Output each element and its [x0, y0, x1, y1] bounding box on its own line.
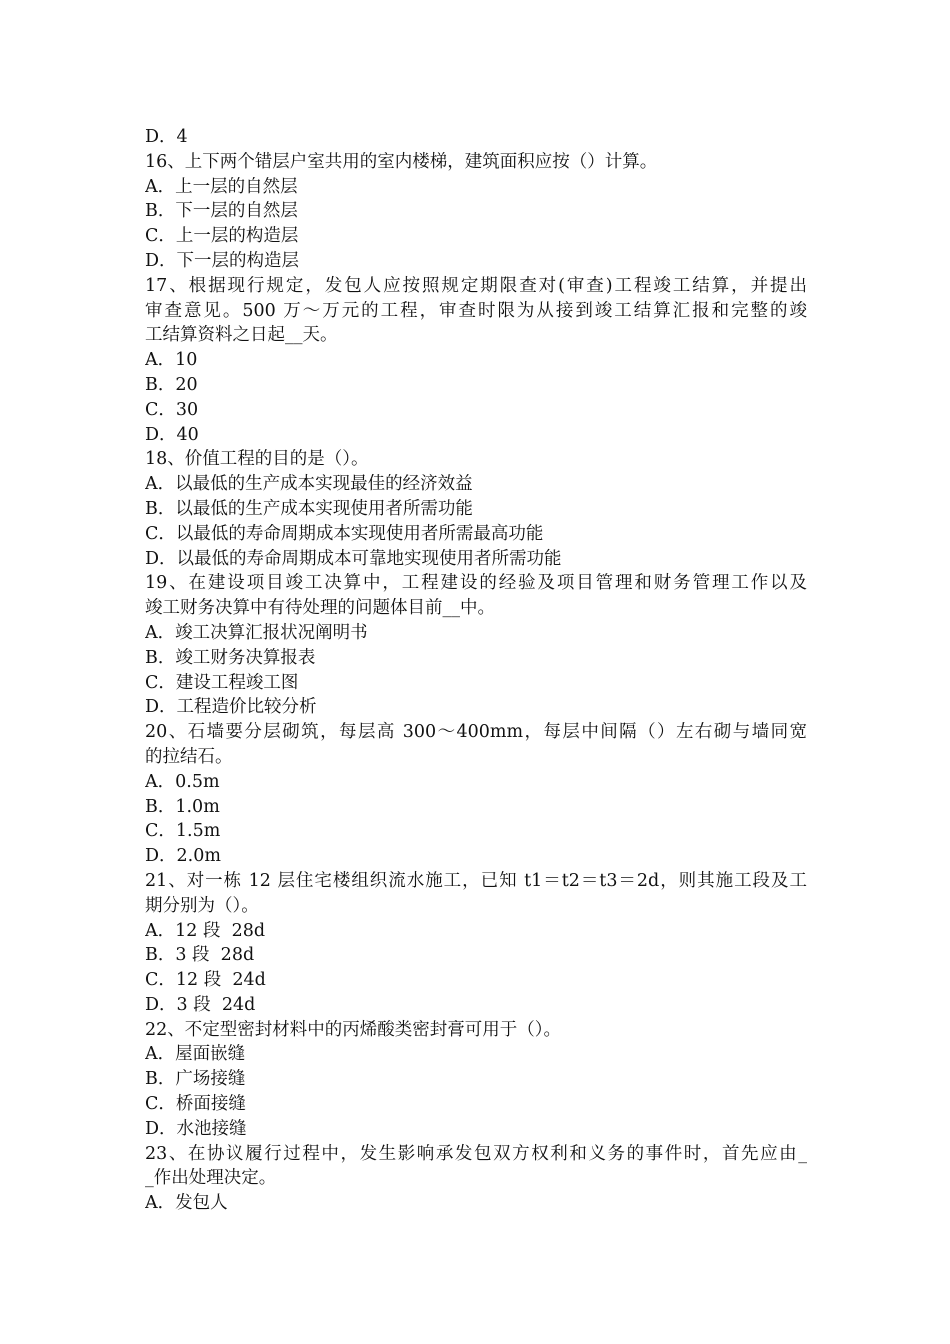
question-18: 18、价值工程的目的是（）。 [145, 449, 369, 470]
option-b-q22: B．广场接缝 [145, 1069, 246, 1090]
document-body [145, 125, 807, 1216]
option-a-q19: A．竣工决算汇报状况阐明书 [145, 622, 368, 643]
question-23-line-1: 23、在协议履行过程中，发生影响承发包双方权利和义务的事件时，首先应由_ [145, 1143, 807, 1164]
option-d-q18: D．以最低的寿命周期成本可靠地实现使用者所需功能 [145, 548, 562, 569]
option-b-q18: B．以最低的生产成本实现使用者所需功能 [145, 498, 473, 519]
question-20-line-1: 20、石墙要分层砌筑，每层高 300～400mm，每层中间隔（）左右砌与墙同宽 [145, 722, 807, 743]
option-b-q21: B．3 段 28d [145, 945, 255, 966]
question-19-line-1: 19、在建设项目竣工决算中，工程建设的经验及项目管理和财务管理工作以及 [145, 573, 807, 594]
option-a-q21: A．12 段 28d [145, 920, 266, 941]
question-16: 16、上下两个错层户室共用的室内楼梯，建筑面积应按（）计算。 [145, 151, 658, 172]
option-a-q17: A．10 [145, 350, 198, 371]
option-c-q18: C．以最低的寿命周期成本实现使用者所需最高功能 [145, 523, 544, 544]
option-a-q16: A．上一层的自然层 [145, 176, 298, 197]
question-21-line-2: 期分别为（）。 [145, 895, 259, 916]
option-c-q20: C．1.5m [145, 821, 221, 842]
question-17-line-2: 审查意见。500 万～万元的工程，审查时限为从接到竣工结算汇报和完整的竣 [145, 300, 807, 321]
option-d-q15: D．4 [145, 127, 188, 147]
option-a-q18: A．以最低的生产成本实现最佳的经济效益 [145, 474, 473, 495]
option-c-q22: C．桥面接缝 [145, 1094, 246, 1115]
option-a-q23: A．发包人 [145, 1193, 228, 1214]
option-c-q21: C．12 段 24d [145, 970, 266, 991]
option-d-q20: D．2.0m [145, 846, 221, 867]
question-19-line-2: 竣工财务决算中有待处理的问题体目前__中。 [145, 598, 495, 619]
option-c-q19: C．建设工程竣工图 [145, 672, 299, 693]
question-17-line-3: 工结算资料之日起__天。 [145, 325, 338, 346]
option-d-q19: D．工程造价比较分析 [145, 697, 317, 718]
option-b-q19: B．竣工财务决算报表 [145, 647, 316, 668]
option-a-q20: A．0.5m [145, 771, 220, 792]
question-17-line-1: 17、根据现行规定，发包人应按照规定期限查对(审查)工程竣工结算，并提出 [145, 275, 807, 296]
option-a-q22: A．屋面嵌缝 [145, 1044, 246, 1065]
question-20-line-2: 的拉结石。 [145, 746, 233, 767]
option-d-q22: D．水池接缝 [145, 1118, 247, 1139]
option-d-q21: D．3 段 24d [145, 994, 256, 1015]
option-d-q17: D．40 [145, 424, 199, 445]
option-b-q20: B．1.0m [145, 796, 220, 817]
question-23-line-2: _作出处理决定。 [145, 1168, 277, 1189]
option-b-q17: B．20 [145, 374, 198, 395]
option-b-q16: B．下一层的自然层 [145, 201, 298, 222]
option-c-q17: C．30 [145, 399, 199, 420]
option-d-q16: D．下一层的构造层 [145, 250, 300, 271]
question-21-line-1: 21、对一栋 12 层住宅楼组织流水施工，已知 t1＝t2＝t3＝2d，则其施工段及工 [145, 870, 807, 891]
question-22: 22、不定型密封材料中的丙烯酸类密封膏可用于（）。 [145, 1019, 562, 1040]
option-c-q16: C．上一层的构造层 [145, 226, 299, 247]
